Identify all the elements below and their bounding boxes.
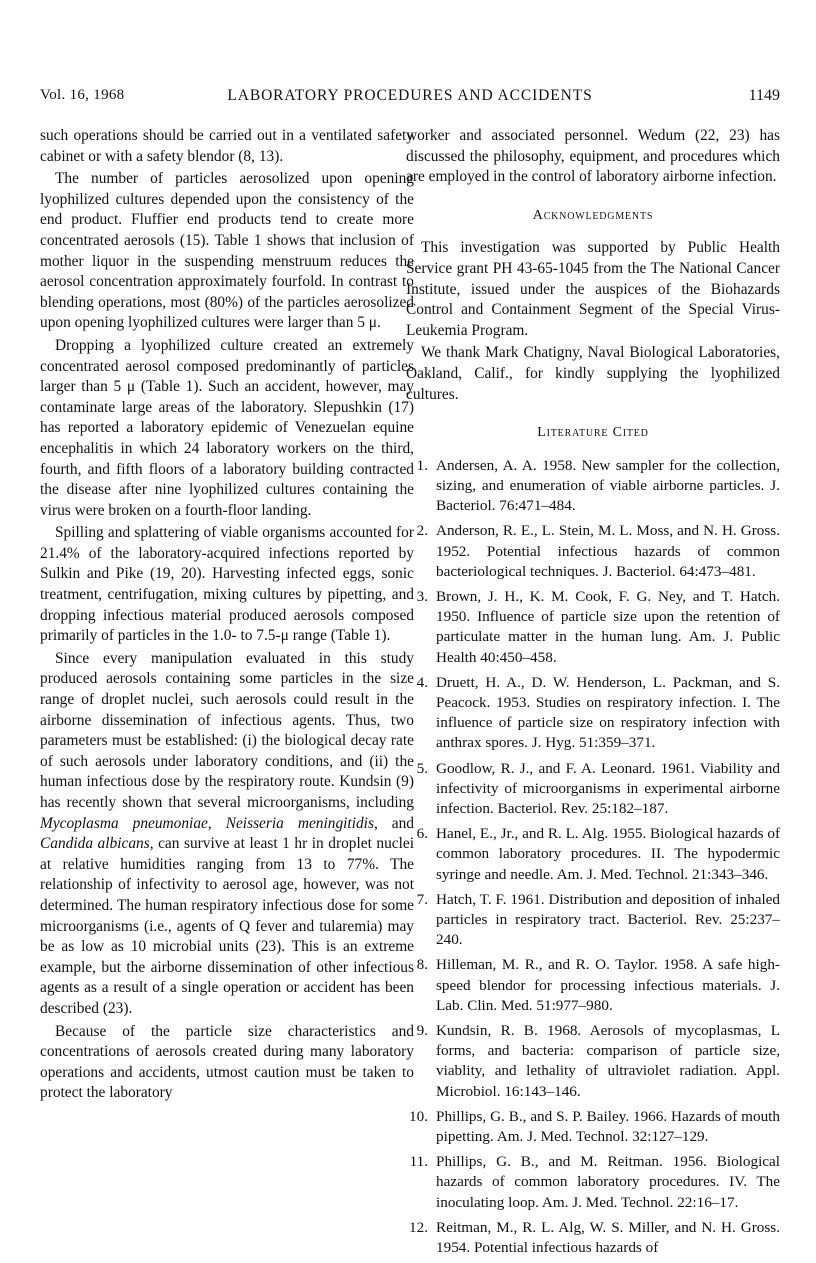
reference-number: 6. [416,825,428,843]
reference-text: Brown, J. H., K. M. Cook, F. G. Ney, and T. Hatch. 1950. Influence of particle size upon the retention of particulate matter in the human lung. Am. J. Public Health 40:450–458. [436,587,780,666]
acknowledgment-paragraph: This investigation was supported by Public Health Service grant PH 43-65-1045 from the The National Cancer Institute, issued under the auspices of the Biohazards Control and Containment Segment of the Special Virus-Leukemia Program. [406,239,780,339]
species-name: Mycoplasma pneumoniae [40,814,208,832]
running-header [40,87,780,113]
left-column [40,126,414,1104]
reference-item [406,824,780,885]
text-span: , [207,814,226,832]
reference-item [406,955,780,1016]
reference-item [406,521,780,582]
reference-number: 12. [409,1218,428,1236]
paragraph-droplet-nuclei [40,649,414,1020]
reference-item [406,587,780,668]
reference-text: Phillips, G. B., and S. P. Bailey. 1966. Hazards of mouth pipetting. Am. J. Med. Technol. 32:127–129. [436,1107,780,1146]
paragraph-dropping: Dropping a lyophilized culture created an extremely concentrated aerosol composed predominantly of particles larger than 5 μ (Table 1). Such an accident, however, may contaminate large areas of the laboratory. Slepushkin (17) has reported a laboratory epidemic of Venezuelan equine encephalitis in which 24 laboratory workers on the third, fourth, and fifth floors of a laboratory building contracted the disease after nine lyophilized cultures containing the virus were broken on a fourth-floor landing. [40,336,414,519]
paragraph-continued-right: worker and associated personnel. Wedum (22, 23) has discussed the philosophy, equipment, and procedures which are employed in the control of laboratory airborne infection. [406,127,780,186]
volume-year: Vol. 16, 1968 [40,87,125,103]
reference-item [406,759,780,820]
reference-item [406,1107,780,1147]
text-span: , can survive at least 1 hr in droplet nuclei at relative humidities ranging from 13 to 77%. The relationship of infectivity to aerosol age, however, was not determined. The human respiratory infectious dose for some microorganisms (i.e., agents of Q fever and tularemia) may be as low as 10 microbial units (23). This is an extreme example, but the airborne dissemination of other infectious agents as a result of a single operation or accident has been described (23). [40,835,414,1017]
reference-text: Phillips, G. B., and M. Reitman. 1956. Biological hazards of common laboratory procedures. IV. The inoculating loop. Am. J. Med. Technol. 22:16–17. [436,1153,780,1211]
text-span: Since every manipulation evaluated in this study produced aerosols containing some particles in the size range of droplet nuclei, such aerosols could result in the airborne dissemination of infectious agents. Thus, two parameters must be established: (i) the biological decay rate of such aerosols under laboratory conditions, and (ii) the human infectious dose by the respiratory route. Kundsin (9) has recently shown that several microorganisms, including [40,649,414,811]
reference-item [406,1218,780,1258]
reference-number: 5. [416,759,428,777]
acknowledgment-paragraph: We thank Mark Chatigny, Naval Biological Laboratories, Oakland, Calif., for kindly supplying the lyophilized cultures. [406,344,780,403]
reference-text: Goodlow, R. J., and F. A. Leonard. 1961. Viability and infectivity of microorganisms in experimental airborne infection. Bacteriol. Rev. 25:182–187. [436,759,780,817]
reference-item [406,456,780,517]
reference-item [406,1152,780,1213]
paragraph-continued: such operations should be carried out in a ventilated safety cabinet or with a safety blendor (8, 13). [40,127,414,165]
reference-number: 3. [416,587,428,605]
reference-text: Hilleman, M. R., and R. O. Taylor. 1958. A safe high-speed blendor for processing infectious materials. J. Lab. Clin. Med. 51:977–980. [436,956,780,1014]
reference-item [406,890,780,951]
paragraph-spilling: Spilling and splattering of viable organisms accounted for 21.4% of the laboratory-acquired infections reported by Sulkin and Pike (19, 20). Harvesting infected eggs, sonic treatment, centrifugation, mixing cultures by pipetting, and dropping infectious material produced aerosols composed primarily of particles in the 1.0- to 7.5-μ range (Table 1). [40,524,414,645]
reference-text: Anderson, R. E., L. Stein, M. L. Moss, and N. H. Gross. 1952. Potential infectious hazards of common bacteriological techniques. J. Bacteriol. 64:473–481. [436,522,780,580]
reference-text: Druett, H. A., D. W. Henderson, L. Packman, and S. Peacock. 1953. Studies on respiratory infection. I. The influence of particle size on respiratory infection with anthrax spores. J. Hyg. 51:359–371. [436,673,780,752]
reference-text: Hatch, T. F. 1961. Distribution and deposition of inhaled particles in respiratory tract. Bacteriol. Rev. 25:237–240. [436,890,780,949]
literature-cited-heading: Literature Cited [537,425,649,441]
running-title: LABORATORY PROCEDURES AND ACCIDENTS [227,87,593,104]
reference-text: Andersen, A. A. 1958. New sampler for the collection, sizing, and enumeration of viable airborne particles. J. Bacteriol. 76:471–484. [436,456,780,515]
reference-item [406,673,780,754]
reference-number: 8. [416,956,428,974]
reference-number: 1. [416,456,428,474]
reference-number: 2. [416,522,428,540]
reference-number: 11. [409,1153,428,1171]
reference-item [406,1021,780,1102]
reference-number: 7. [416,890,428,908]
reference-text: Kundsin, R. B. 1968. Aerosols of mycoplasmas, L forms, and bacteria: comparison of particle size, viablity, and lethality of ultraviolet radiation. Appl. Microbiol. 16:143–146. [436,1022,780,1100]
reference-number: 10. [409,1107,428,1125]
paragraph-caution: Because of the particle size characteristics and concentrations of aerosols created during many laboratory operations and accidents, utmost caution must be taken to protect the laboratory [40,1022,414,1102]
species-name: Candida albicans [40,835,150,853]
text-span: , and [373,814,414,832]
reference-number: 9. [416,1022,428,1039]
reference-text: Hanel, E., Jr., and R. L. Alg. 1955. Biological hazards of common laboratory procedures. II. The hypodermic syringe and needle. Am. J. Med. Technol. 21:343–346. [436,825,780,883]
right-column [406,126,780,1263]
reference-list [406,456,780,1259]
paragraph-lyophilized: The number of particles aerosolized upon opening lyophilized cultures depended upon the consistency of the end product. Fluffier end products tend to create more concentrated aerosols (15). Table 1 shows that inclusion of mother liquor in the suspending menstruum reduces the aerosol concentration approximately fourfold. In contrast to blending operations, most (80%) of the particles aerosolized upon opening lyophilized cultures were larger than 5 μ. [40,170,414,332]
acknowledgments-heading: Acknowledgments [532,207,654,223]
page-number: 1149 [748,87,780,104]
species-name: Neisseria meningitidis [225,814,374,832]
reference-number: 4. [416,673,428,691]
reference-text: Reitman, M., R. L. Alg, W. S. Miller, and N. H. Gross. 1954. Potential infectious hazards of [436,1218,780,1257]
